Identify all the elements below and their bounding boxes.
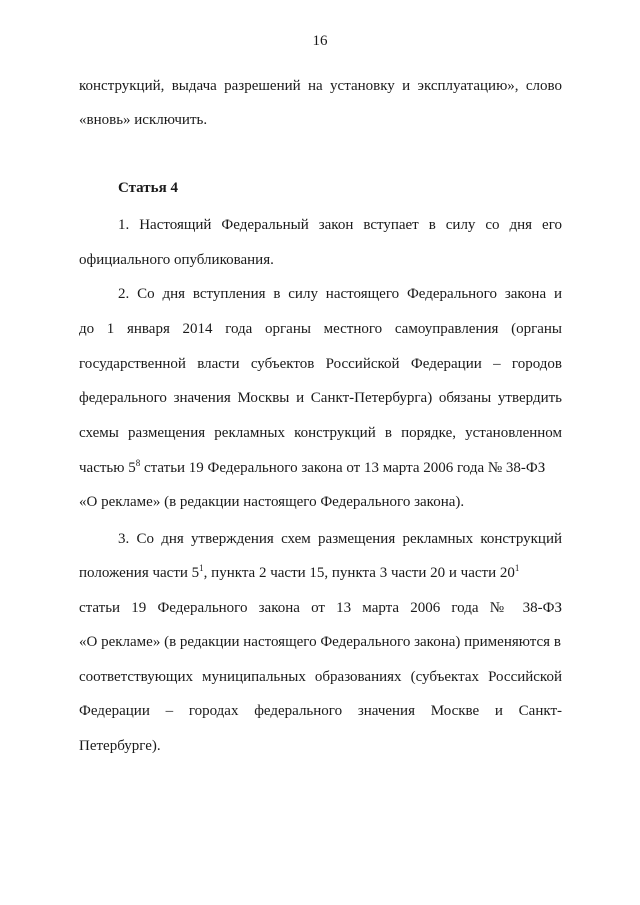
paragraph-2-line: до 1 января 2014 года органы местного самоуправления (органы (79, 321, 562, 337)
text-fragment: , пункта 2 части 15, пункта 3 части 20 и части 20 (203, 565, 515, 581)
paragraph-2-line: государственной власти субъектов Российской Федерации – городов (79, 356, 562, 372)
text-fragment: частью 5 (79, 460, 136, 476)
paragraph-3-line: «О рекламе» (в редакции настоящего Федерального закона) применяются в (79, 634, 561, 650)
article-heading: Статья 4 (118, 180, 178, 196)
paragraph-1-line: официального опубликования. (79, 252, 274, 268)
text-fragment: положения части 5 (79, 565, 200, 581)
paragraph-2-line: федерального значения Москвы и Санкт-Петербурга) обязаны утвердить (79, 390, 562, 406)
page-number: 16 (312, 33, 328, 49)
paragraph-2-line: «О рекламе» (в редакции настоящего Федерального закона). (79, 494, 465, 510)
paragraph-1-line: 1. Настоящий Федеральный закон вступает в силу со дня его (118, 217, 562, 233)
text-line: конструкций, выдача разрешений на установку и эксплуатацию», слово (79, 78, 562, 94)
paragraph-2-line: 2. Со дня вступления в силу настоящего Федерального закона и (118, 286, 562, 302)
paragraph-3-line: 3. Со дня утверждения схем размещения рекламных конструкций (118, 531, 562, 547)
superscript: 1 (199, 563, 204, 573)
paragraph-3-line: соответствующих муниципальных образованиях (субъектах Российской (79, 669, 562, 685)
superscript: 1 (514, 563, 520, 573)
paragraph-3-line: статьи 19 Федерального закона от 13 марта 2006 года № 38-ФЗ (79, 600, 562, 616)
text-fragment: статьи 19 Федерального закона от 13 марта 2006 года № 38-ФЗ (140, 460, 546, 476)
superscript: 8 (135, 458, 141, 468)
paragraph-3-line: Федерации – городах федерального значения Москве и Санкт- (79, 703, 562, 719)
paragraph-2-line: схемы размещения рекламных конструкций в порядке, установленном (79, 425, 562, 441)
paragraph-3-line: Петербурге). (79, 738, 161, 754)
paragraph-2-line (79, 458, 545, 478)
text-line: «вновь» исключить. (79, 112, 208, 128)
paragraph-3-line (79, 563, 519, 583)
